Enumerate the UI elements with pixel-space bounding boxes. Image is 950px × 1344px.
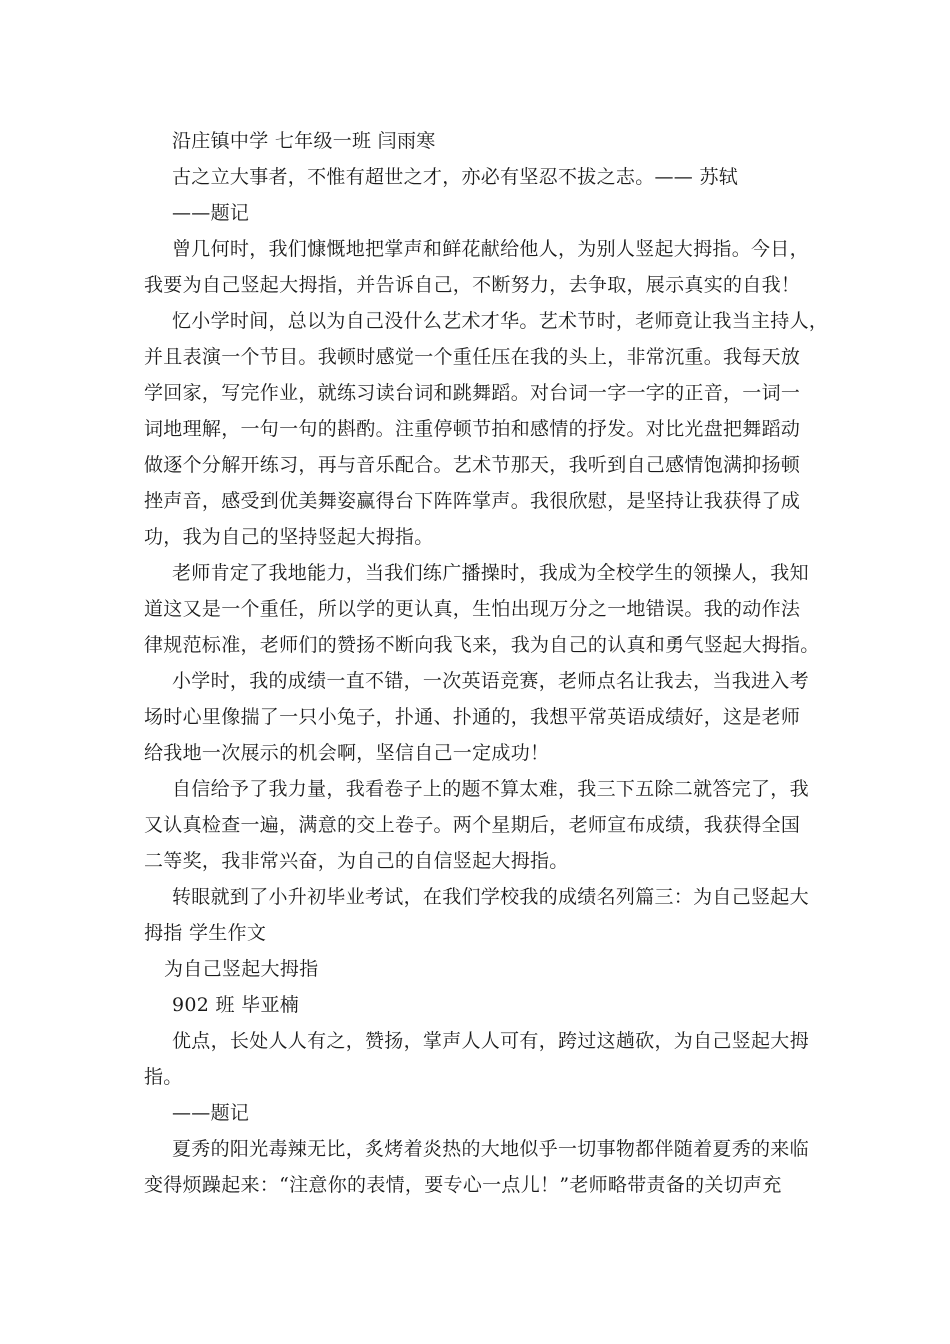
text-line: 二等奖，我非常兴奋，为自己的自信竖起大拇指。	[144, 850, 569, 872]
text-line: 我要为自己竖起大拇指，并告诉自己，不断努力，去争取，展示真实的自我！	[144, 274, 801, 296]
text-line: 指。	[144, 1066, 183, 1088]
text-line: 优点，长处人人有之，赞扬，掌声人人可有，跨过这趟砍，为自己竖起大拇	[172, 1030, 809, 1052]
text-line: 忆小学时间，总以为自己没什么艺术才华。艺术节时，老师竟让我当主持人，	[172, 310, 829, 332]
text-line: 做逐个分解开练习，再与音乐配合。艺术节那天，我听到自己感情饱满抑扬顿	[144, 454, 801, 476]
text-line: ——题记	[172, 202, 250, 224]
text-line: 变得烦躁起来：“注意你的表情，要专心一点儿！”老师略带责备的关切声充	[144, 1174, 782, 1196]
text-line: 给我地一次展示的机会啊，坚信自己一定成功！	[144, 742, 550, 764]
text-line: 词地理解，一句一句的斟酌。注重停顿节拍和感情的抒发。对比光盘把舞蹈动	[144, 418, 801, 440]
text-line: 功，我为自己的坚持竖起大拇指。	[144, 526, 434, 548]
text-line: 古之立大事者，不惟有超世之才，亦必有坚忍不拔之志。—— 苏轼	[172, 166, 739, 188]
text-line: 小学时，我的成绩一直不错，一次英语竞赛，老师点名让我去，当我进入考	[172, 670, 809, 692]
text-line: 夏秀的阳光毒辣无比，炙烤着炎热的大地似乎一切事物都伴随着夏秀的来临	[172, 1138, 809, 1160]
text-line: 为自己竖起大拇指	[164, 958, 319, 980]
text-line: 学回家，写完作业，就练习读台词和跳舞蹈。对台词一字一字的正音，一词一	[144, 382, 801, 404]
document-body	[144, 123, 829, 1203]
text-line: 沿庄镇中学 七年级一班 闫雨寒	[172, 130, 436, 152]
text-line: 转眼就到了小升初毕业考试，在我们学校我的成绩名列篇三：为自己竖起大	[172, 886, 809, 908]
text-line: 律规范标准，老师们的赞扬不断向我飞来，我为自己的认真和勇气竖起大拇指。	[144, 634, 820, 656]
text-line: ——题记	[172, 1102, 250, 1124]
text-line: 又认真检查一遍，满意的交上卷子。两个星期后，老师宣布成绩，我获得全国	[144, 814, 801, 836]
text-line: 自信给予了我力量，我看卷子上的题不算太难，我三下五除二就答完了，我	[172, 778, 809, 800]
text-line: 道这又是一个重任，所以学的更认真，生怕出现万分之一地错误。我的动作法	[144, 598, 801, 620]
text-line: 902 班 毕亚楠	[172, 994, 300, 1016]
text-line: 并且表演一个节目。我顿时感觉一个重任压在我的头上，非常沉重。我每天放	[144, 346, 801, 368]
text-line: 曾几何时，我们慷慨地把掌声和鲜花献给他人，为别人竖起大拇指。今日，	[172, 238, 809, 260]
text-line: 老师肯定了我地能力，当我们练广播操时，我成为全校学生的领操人，我知	[172, 562, 809, 584]
text-line: 挫声音，感受到优美舞姿赢得台下阵阵掌声。我很欣慰，是坚持让我获得了成	[144, 490, 801, 512]
text-line: 场时心里像揣了一只小兔子，扑通、扑通的，我想平常英语成绩好，这是老师	[144, 706, 801, 728]
text-line: 拇指 学生作文	[144, 922, 267, 944]
